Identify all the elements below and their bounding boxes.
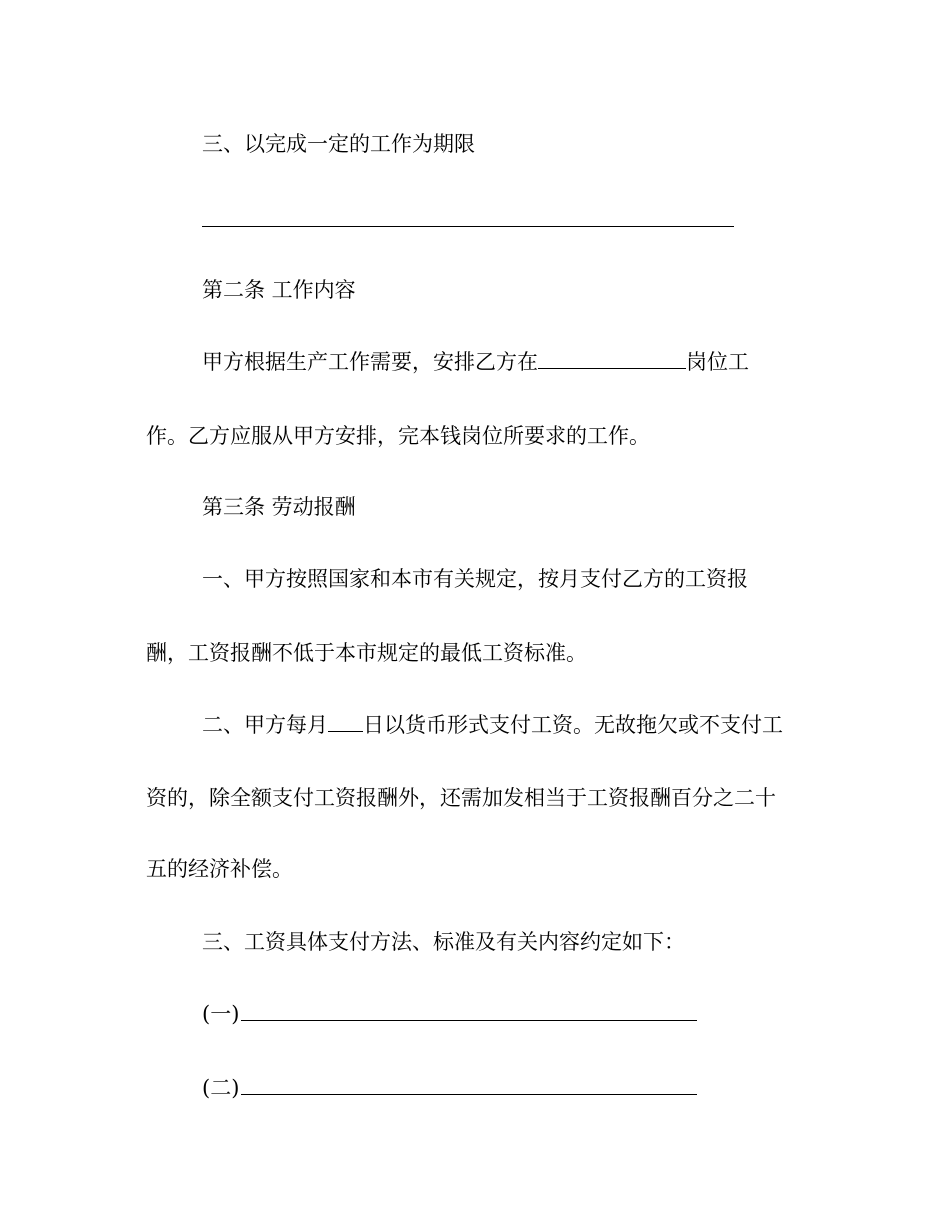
article-3-clause-1-line2: 酬，工资报酬不低于本市规定的最低工资标准。 xyxy=(146,641,587,665)
article-2-heading: 第二条 工作内容 xyxy=(202,278,356,302)
article-3-heading: 第三条 劳动报酬 xyxy=(202,495,356,519)
fill-in-line xyxy=(202,226,734,227)
clause-2-text-before-blank: 二、甲方每月 xyxy=(202,713,328,737)
list-item-1 xyxy=(202,1002,697,1026)
clause-2-text-after-blank: 日以货币形式支付工资。无故拖欠或不支付工 xyxy=(363,713,783,737)
list-item-2-label: (二) xyxy=(202,1076,240,1100)
term-three-text: 三、以完成一定的工作为期限 xyxy=(202,132,475,156)
article-3-clause-1-line1: 一、甲方按照国家和本市有关规定，按月支付乙方的工资报 xyxy=(202,567,748,591)
article-2-text-before-blank: 甲方根据生产工作需要，安排乙方在 xyxy=(202,350,538,374)
article-3-clause-3: 三、工资具体支付方法、标准及有关内容约定如下： xyxy=(202,930,685,954)
position-blank xyxy=(538,352,686,369)
list-item-1-label: (一) xyxy=(202,1002,240,1026)
article-2-text-after-blank: 岗位工 xyxy=(686,350,749,374)
article-3-clause-2-line2: 资的，除全额支付工资报酬外，还需加发相当于工资报酬百分之二十 xyxy=(146,786,776,810)
article-2-paragraph-line2: 作。乙方应服从甲方安排，完本钱岗位所要求的工作。 xyxy=(146,424,650,448)
list-item-2 xyxy=(202,1076,697,1100)
list-item-2-blank xyxy=(241,1078,697,1095)
list-item-1-blank xyxy=(241,1004,697,1021)
pay-day-blank xyxy=(328,715,363,732)
article-3-clause-2-line3: 五的经济补偿。 xyxy=(146,857,293,881)
article-2-paragraph-line1 xyxy=(202,350,749,374)
article-3-clause-2-line1 xyxy=(202,713,783,737)
